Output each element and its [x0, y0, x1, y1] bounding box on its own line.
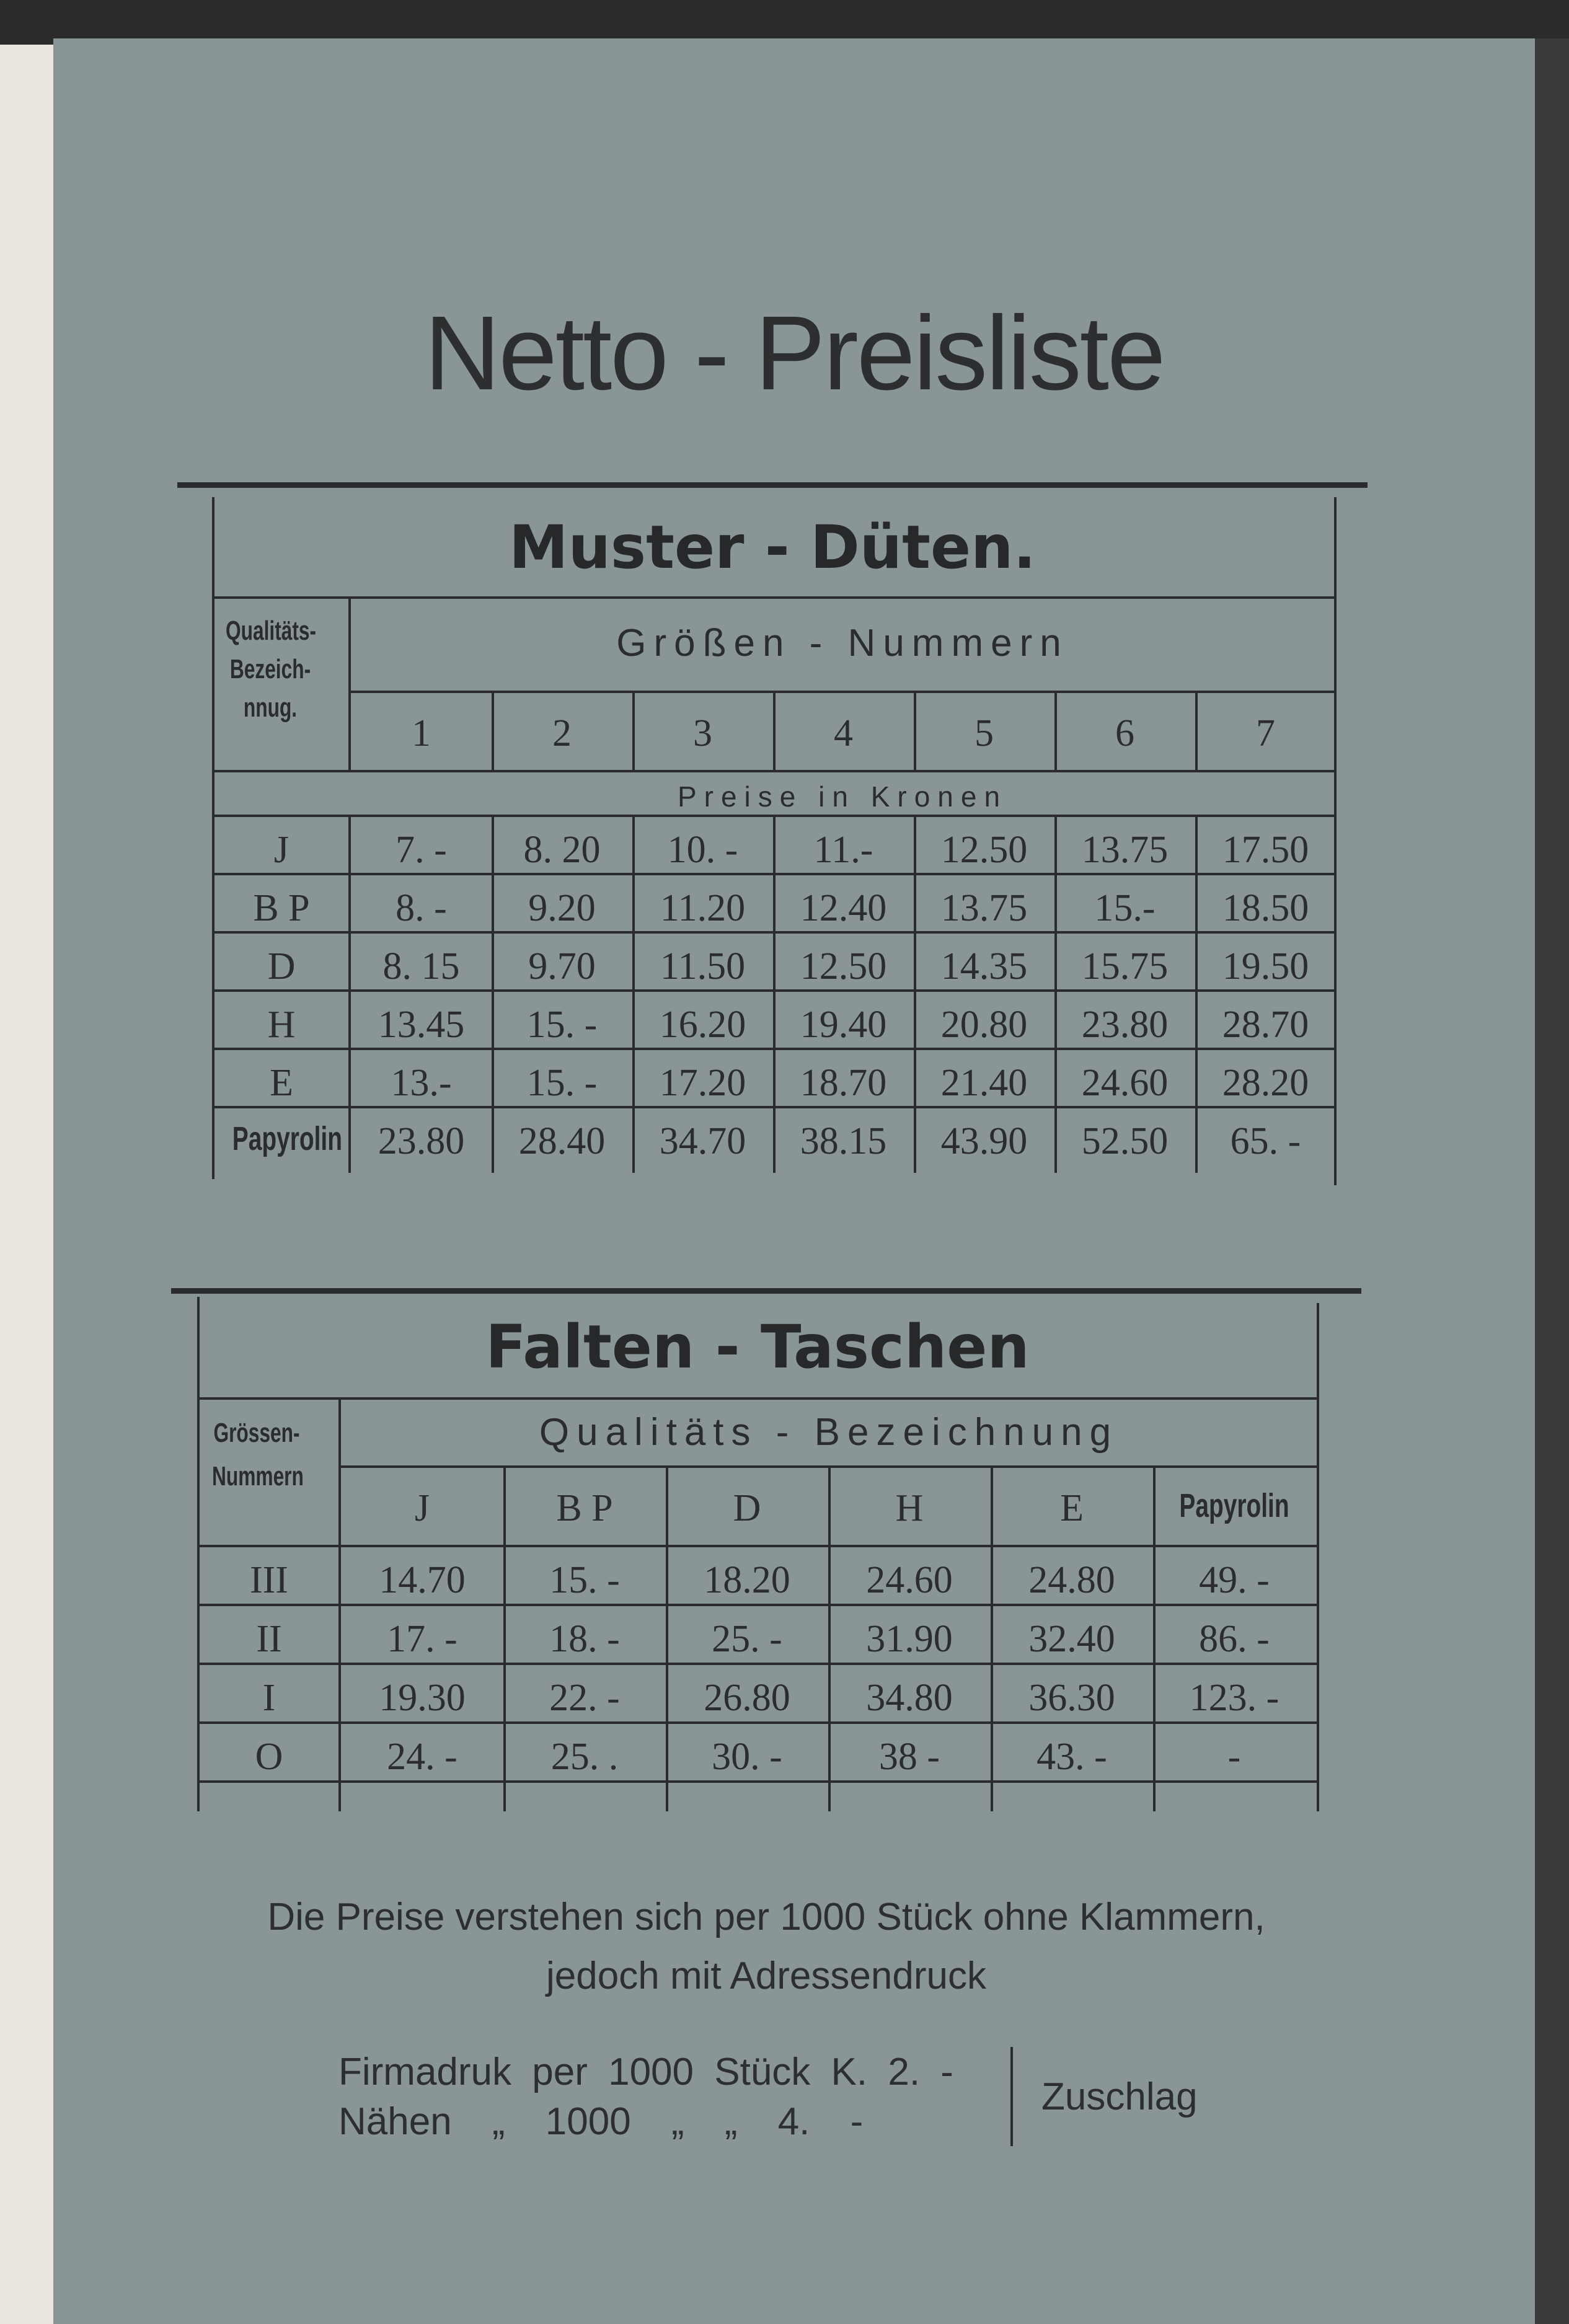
muster-price-cell: 24.60: [1081, 1062, 1169, 1104]
muster-size-header-7: 7: [1256, 712, 1275, 754]
surcharge-line1: Firmadruk per 1000 Stück K. 2. -: [338, 2051, 953, 2093]
falten-price-cell: 36.30: [1028, 1677, 1115, 1719]
falten-price-cell: 15. -: [549, 1559, 620, 1601]
falten-price-cell: 24.60: [866, 1559, 953, 1601]
footer-note-line2: jedoch mit Adressendruck: [546, 1955, 986, 1997]
muster-price-cell: 23.80: [378, 1120, 465, 1162]
muster-price-cell: 23.80: [1081, 1004, 1169, 1046]
muster-price-cell: 9.70: [528, 945, 596, 987]
muster-row-label: B P: [253, 887, 310, 929]
muster-group-header: Größen - Nummern: [616, 622, 1069, 665]
muster-price-cell: 13.-: [391, 1062, 452, 1104]
falten-row-header: Grössen-Nummern: [212, 1418, 304, 1491]
falten-quality-header-4: H: [895, 1487, 924, 1529]
footer-note-line1: Die Preise verstehen sich per 1000 Stück ohne Klammern,: [267, 1896, 1265, 1938]
muster-row-label: E: [270, 1062, 293, 1104]
falten-quality-header-1: J: [414, 1487, 430, 1529]
muster-unit-note: Preise in Kronen: [677, 780, 1008, 813]
muster-row-label: J: [273, 829, 289, 871]
muster-price-cell: 13.45: [378, 1004, 465, 1046]
muster-price-cell: 13.75: [1081, 829, 1169, 871]
muster-price-cell: 14.35: [940, 945, 1028, 987]
falten-price-cell: -: [1227, 1736, 1241, 1778]
muster-price-cell: 17.50: [1222, 829, 1309, 871]
falten-quality-header-2: B P: [556, 1487, 613, 1529]
muster-row-header: Qualitäts-Bezeich-nnug.: [226, 616, 317, 723]
muster-size-header-1: 1: [412, 712, 431, 754]
falten-quality-header-3: D: [733, 1487, 761, 1529]
falten-group-header: Qualitäts - Bezeichnung: [539, 1411, 1119, 1454]
muster-row-label: H: [267, 1004, 296, 1046]
muster-price-cell: 12.50: [800, 945, 887, 987]
falten-price-cell: 25. .: [550, 1736, 619, 1778]
falten-price-cell: 32.40: [1028, 1618, 1115, 1660]
muster-price-cell: 8. -: [396, 887, 447, 929]
muster-price-cell: 19.50: [1222, 945, 1309, 987]
muster-price-cell: 21.40: [940, 1062, 1028, 1104]
falten-row-label: III: [250, 1559, 288, 1601]
falten-table-title: Falten - Taschen: [485, 1312, 1030, 1382]
falten-price-cell: 123. -: [1189, 1677, 1280, 1719]
muster-price-cell: 11.50: [660, 945, 746, 987]
muster-price-cell: 12.40: [800, 887, 887, 929]
muster-row-label: Papyrolin: [232, 1120, 342, 1157]
muster-price-cell: 15. -: [526, 1062, 598, 1104]
falten-quality-header-6: Papyrolin: [1179, 1487, 1289, 1524]
surcharge-bracket-label: Zuschlag: [1041, 2075, 1198, 2118]
muster-price-cell: 38.15: [800, 1120, 887, 1162]
muster-price-cell: 12.50: [940, 829, 1028, 871]
muster-price-cell: 16.20: [659, 1004, 746, 1046]
falten-row-label: II: [256, 1618, 282, 1660]
muster-price-cell: 15. -: [526, 1004, 598, 1046]
falten-row-label: I: [262, 1677, 276, 1719]
muster-price-cell: 15.75: [1081, 945, 1169, 987]
falten-price-cell: 24. -: [387, 1736, 457, 1778]
muster-price-cell: 9.20: [528, 887, 596, 929]
falten-row-label: O: [255, 1736, 283, 1778]
price-list-page: [53, 38, 1535, 2324]
muster-price-cell: 10. -: [667, 829, 738, 871]
falten-price-cell: 49. -: [1199, 1559, 1270, 1601]
falten-price-cell: 17. -: [387, 1618, 457, 1660]
falten-price-cell: 38 -: [878, 1736, 940, 1778]
falten-price-cell: 30. -: [712, 1736, 782, 1778]
muster-price-cell: 11.20: [660, 887, 746, 929]
muster-size-header-6: 6: [1115, 712, 1134, 754]
muster-price-cell: 17.20: [659, 1062, 746, 1104]
muster-price-cell: 18.70: [800, 1062, 887, 1104]
muster-price-cell: 15.-: [1094, 887, 1156, 929]
muster-price-cell: 20.80: [940, 1004, 1028, 1046]
muster-price-cell: 18.50: [1222, 887, 1309, 929]
falten-price-cell: 18. -: [549, 1618, 620, 1660]
muster-price-cell: 43.90: [940, 1120, 1028, 1162]
muster-price-cell: 28.20: [1222, 1062, 1309, 1104]
falten-price-cell: 25. -: [712, 1618, 782, 1660]
muster-price-cell: 65. -: [1230, 1120, 1301, 1162]
muster-size-header-3: 3: [693, 712, 712, 754]
falten-price-cell: 24.80: [1028, 1559, 1115, 1601]
muster-size-header-5: 5: [975, 712, 994, 754]
falten-price-cell: 43. -: [1036, 1736, 1107, 1778]
muster-price-cell: 7. -: [396, 829, 447, 871]
falten-price-cell: 14.70: [379, 1559, 466, 1601]
muster-price-cell: 34.70: [659, 1120, 746, 1162]
adjacent-page-edge: [0, 45, 53, 2324]
falten-price-cell: 19.30: [379, 1677, 466, 1719]
muster-price-cell: 19.40: [800, 1004, 887, 1046]
falten-price-cell: 22. -: [549, 1677, 620, 1719]
scan-background: [1535, 38, 1569, 2324]
muster-table-title: Muster - Düten.: [509, 513, 1036, 582]
muster-size-header-4: 4: [834, 712, 853, 754]
muster-price-cell: 28.70: [1222, 1004, 1309, 1046]
muster-size-header-2: 2: [552, 712, 572, 754]
falten-price-cell: 18.20: [704, 1559, 790, 1601]
muster-price-cell: 8. 20: [523, 829, 601, 871]
falten-price-cell: 26.80: [704, 1677, 790, 1719]
surcharge-line2: Nähen „ 1000 „ „ 4. -: [338, 2100, 864, 2143]
muster-price-cell: 13.75: [940, 887, 1028, 929]
muster-price-cell: 8. 15: [382, 945, 460, 987]
falten-price-cell: 86. -: [1199, 1618, 1270, 1660]
falten-price-cell: 31.90: [866, 1618, 953, 1660]
falten-quality-header-5: E: [1060, 1487, 1084, 1529]
muster-price-cell: 28.40: [518, 1120, 606, 1162]
falten-price-cell: 34.80: [866, 1677, 953, 1719]
page-title: Netto - Preisliste: [424, 294, 1164, 412]
muster-price-cell: 52.50: [1081, 1120, 1169, 1162]
muster-price-cell: 11.-: [813, 829, 873, 871]
muster-row-label: D: [267, 945, 296, 987]
